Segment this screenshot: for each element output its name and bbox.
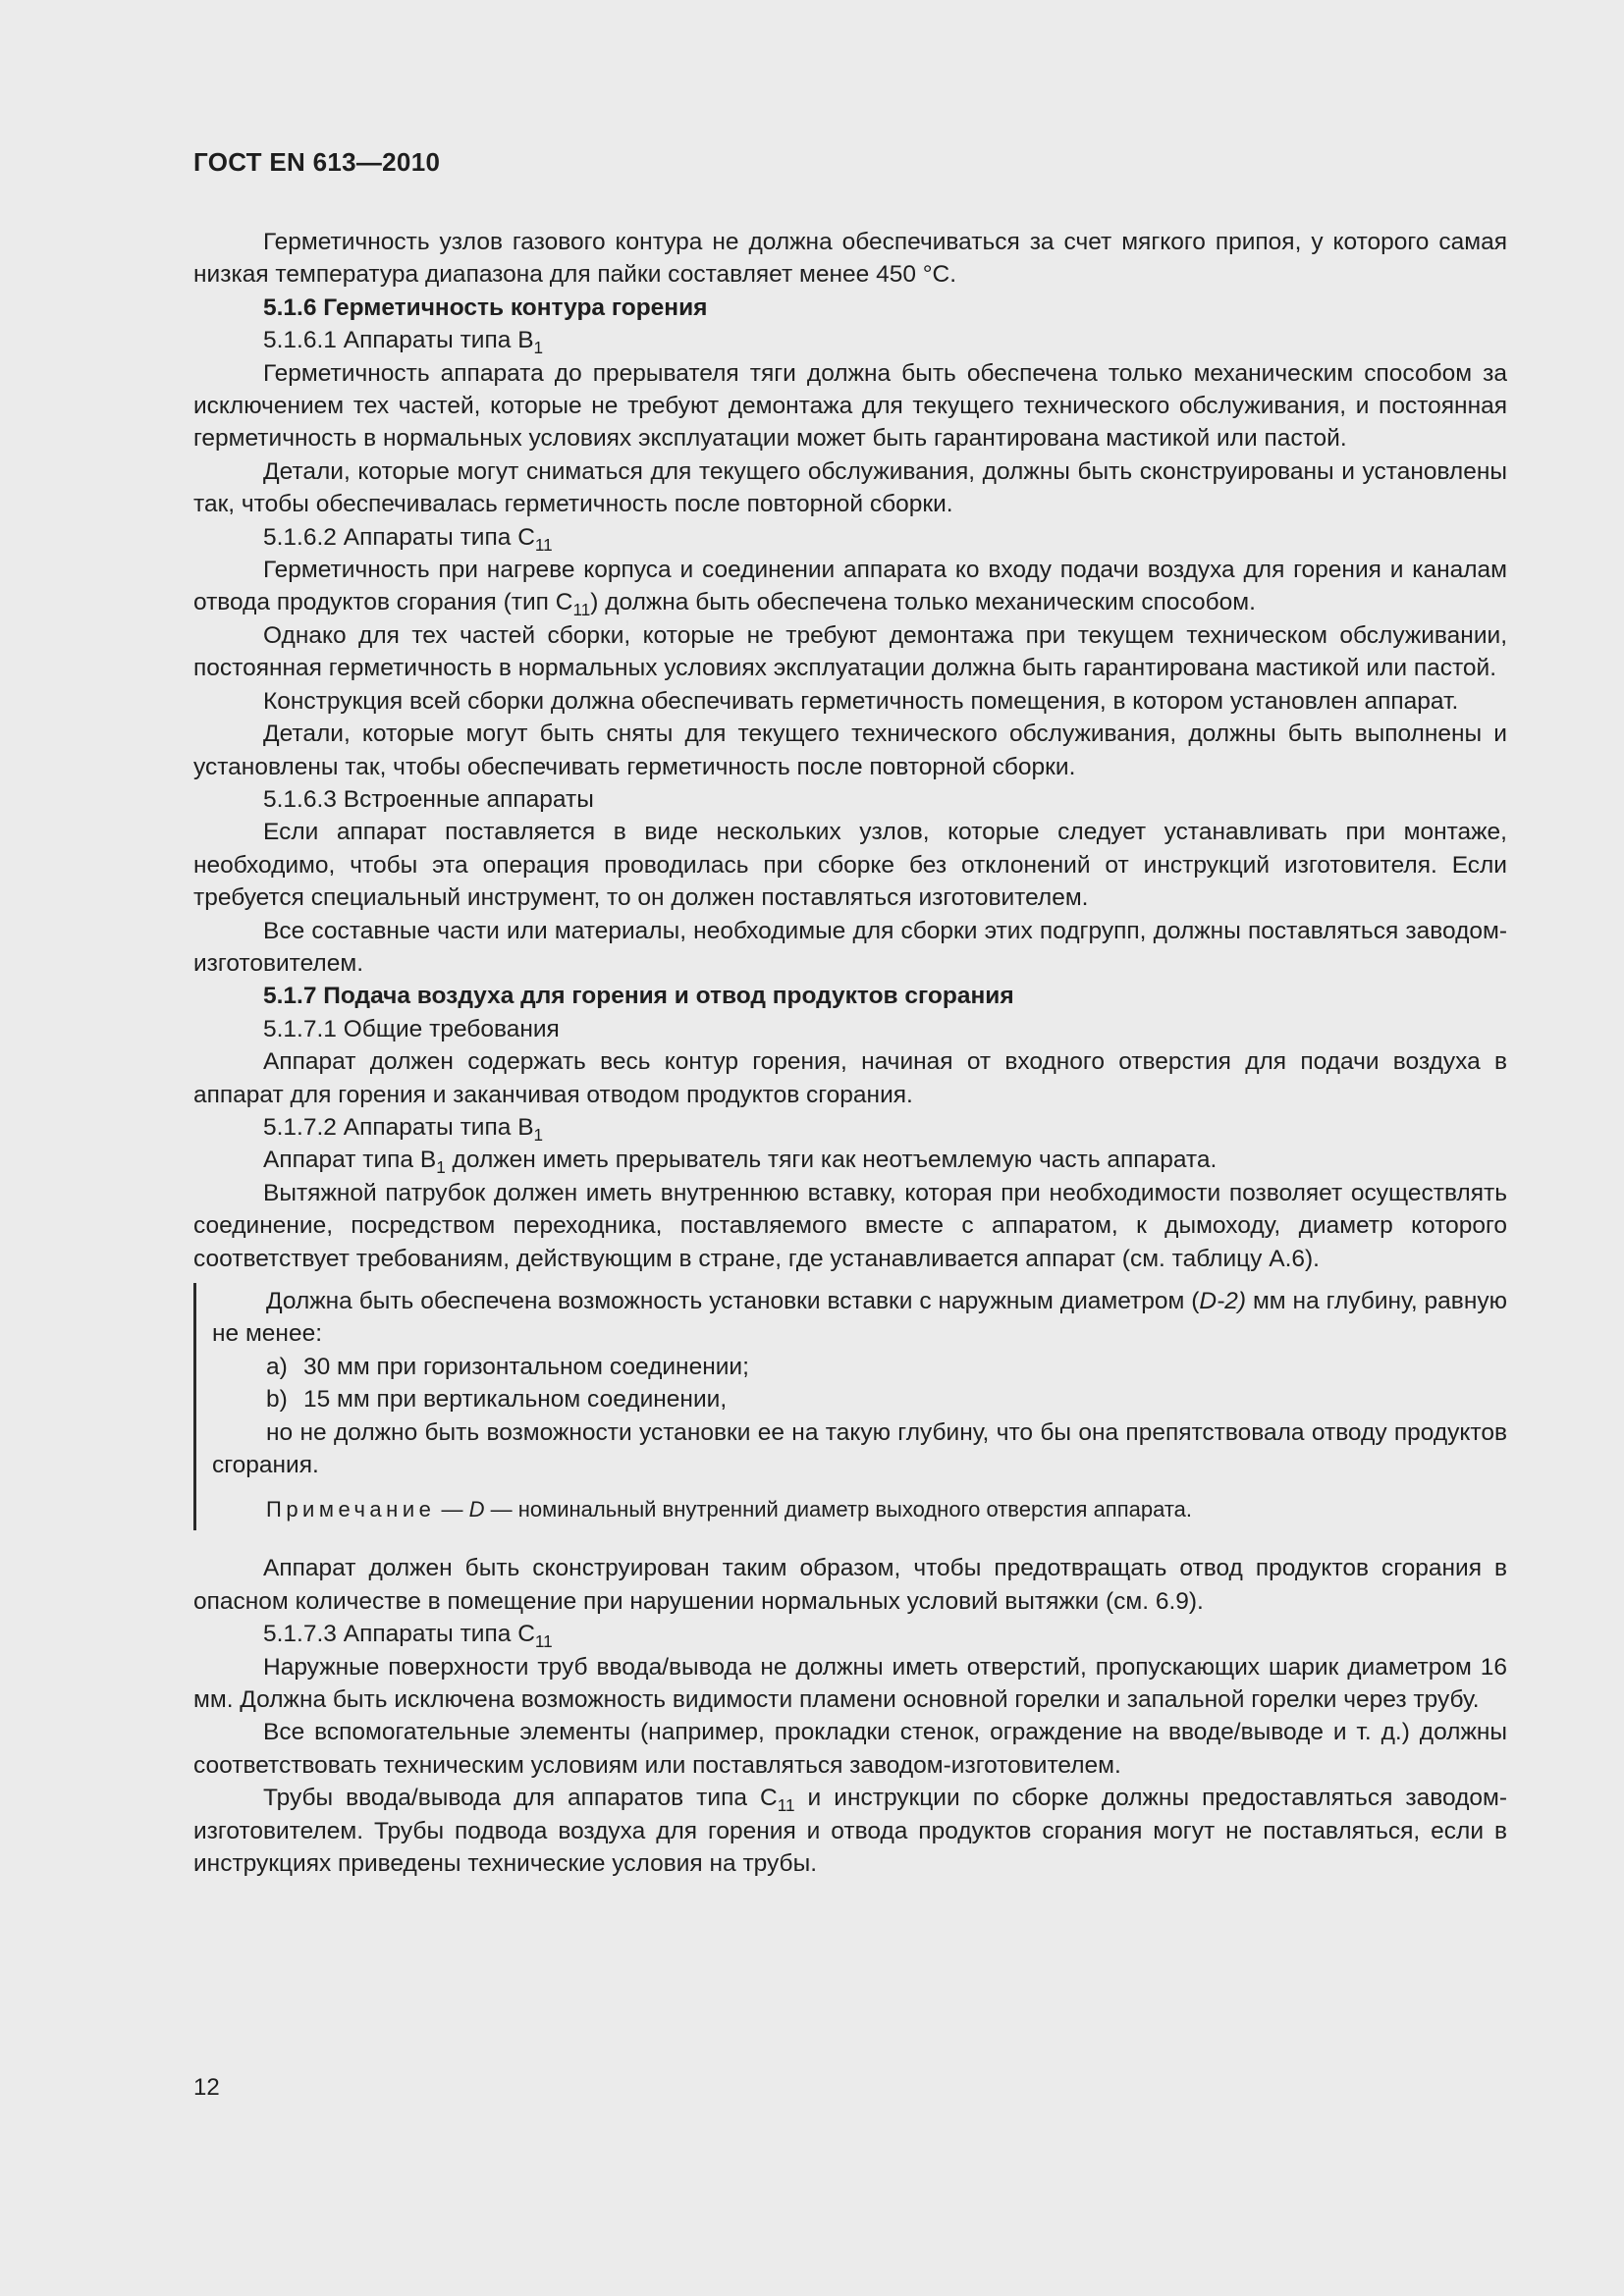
paragraph: Детали, которые могут быть сняты для текущего технического обслуживания, должны быть выполнены и установлены так, чтобы обеспечивать герметичность после повторной сборки.	[193, 721, 1507, 780]
paragraph: Аппарат типа $В_1$ должен иметь прерыватель тяги как неотъемлемую часть аппарата.	[263, 1147, 1218, 1178]
paragraph: Аппарат должен содержать весь контур горения, начиная от входного отверстия для подачи воздуха в аппарат для горения и заканчивая отводом продуктов сгорания.	[193, 1048, 1507, 1108]
note: Примечание — D — номинальный внутренний диаметр выходного отверстия аппарата.	[266, 1497, 1193, 1522]
paragraph: Аппарат должен быть сконструирован таким образом, чтобы предотвращать отвод продуктов сгорания в опасном количестве в помещение при нарушении нормальных условий вытяжки (см. 6.9).	[193, 1555, 1507, 1615]
subsection-heading-5-1-6-3: 5.1.6.3 Встроенные аппараты	[263, 785, 594, 813]
paragraph: Наружные поверхности труб ввода/вывода не должны иметь отверстий, пропускающих шарик диаметром 16 мм. Должна быть исключена возможность видимости пламени основной горелки и запальной горелки через трубу.	[193, 1653, 1507, 1714]
paragraph: Детали, которые могут сниматься для текущего обслуживания, должны быть сконструированы и установлены так, чтобы обеспечивалась герметичность после повторной сборки.	[193, 457, 1507, 518]
marked-change-block	[193, 1283, 1507, 1530]
list-item: b) 15 мм при вертикальном соединении,	[266, 1386, 728, 1414]
document-header: ГОСТ EN 613—2010	[193, 147, 441, 177]
paragraph: Герметичность при нагреве корпуса и соединении аппарата ко входу подачи воздуха для горения и каналам отвода продуктов сгорания (тип $С_{11}$) должна быть обеспечена только механическим способом.	[193, 557, 1507, 620]
document-body	[193, 226, 1507, 1881]
subsection-heading-5-1-7-2: 5.1.7.2 Аппараты типа $В_1$	[263, 1113, 544, 1145]
paragraph: Герметичность аппарата до прерывателя тяги должна быть обеспечена только механическим способом за исключением тех частей, которые не требуют демонтажа для текущего технического обслуживания, и постоянная герметичность в нормальных условиях эксплуатации может быть гарантирована мастикой или пастой.	[193, 359, 1507, 453]
subsection-heading-5-1-6-1: 5.1.6.1 Аппараты типа $В_1$	[263, 327, 544, 358]
paragraph: Должна быть обеспечена возможность установки вставки с наружным диаметром (D-2) мм на глубину, равную не менее:	[212, 1288, 1507, 1348]
paragraph: Однако для тех частей сборки, которые не требуют демонтажа при текущем техническом обслуживании, постоянная герметичность в нормальных условиях эксплуатации должна быть гарантирована мастикой или пастой.	[193, 621, 1507, 682]
paragraph: Все вспомогательные элементы (например, прокладки стенок, ограждение на вводе/выводе и т. д.) должны соответствовать техническим условиям или поставляться заводом-изготовителем.	[193, 1719, 1507, 1779]
paragraph: Конструкция всей сборки должна обеспечивать герметичность помещения, в котором установлен аппарат.	[263, 687, 1459, 715]
section-heading-5-1-6: 5.1.6 Герметичность контура горения	[263, 294, 708, 321]
paragraph: Трубы ввода/вывода для аппаратов типа $С_{11}$ и инструкции по сборке должны предоставляться заводом-изготовителем. Трубы подвода воздуха для горения и отвода продуктов сгорания могут не поставляться, если в инструкциях приведены технические условия на трубы.	[193, 1785, 1507, 1878]
subsection-heading-5-1-7-3: 5.1.7.3 Аппараты типа $С_{11}$	[263, 1621, 553, 1652]
page-number: 12	[193, 2074, 220, 2101]
paragraph: Герметичность узлов газового контура не должна обеспечиваться за счет мягкого припоя, у которого самая низкая температура диапазона для пайки составляет менее 450 °С.	[193, 229, 1507, 289]
section-heading-5-1-7: 5.1.7 Подача воздуха для горения и отвод продуктов сгорания	[263, 983, 1014, 1010]
paragraph: но не должно быть возможности установки ее на такую глубину, что бы она препятствовала отводу продуктов сгорания.	[212, 1418, 1507, 1479]
list-item: a) 30 мм при горизонтальном соединении;	[266, 1353, 749, 1380]
paragraph: Вытяжной патрубок должен иметь внутреннюю вставку, которая при необходимости позволяет осуществлять соединение, посредством переходника, поставляемого вместе с аппаратом, к дымоходу, диаметр которого соответствует требованиям, действующим в стране, где устанавливается аппарат (см. таблицу А.6).	[193, 1179, 1507, 1272]
subsection-heading-5-1-6-2: 5.1.6.2 Аппараты типа $С_{11}$	[263, 523, 553, 555]
paragraph: Все составные части или материалы, необходимые для сборки этих подгрупп, должны поставляться заводом-изготовителем.	[193, 917, 1507, 977]
paragraph: Если аппарат поставляется в виде нескольких узлов, которые следует устанавливать при монтаже, необходимо, чтобы эта операция проводилась при сборке без отклонений от инструкций изготовителя. Если требуется специальный инструмент, то он должен поставляться изготовителем.	[193, 819, 1507, 912]
subsection-heading-5-1-7-1: 5.1.7.1 Общие требования	[263, 1015, 560, 1042]
